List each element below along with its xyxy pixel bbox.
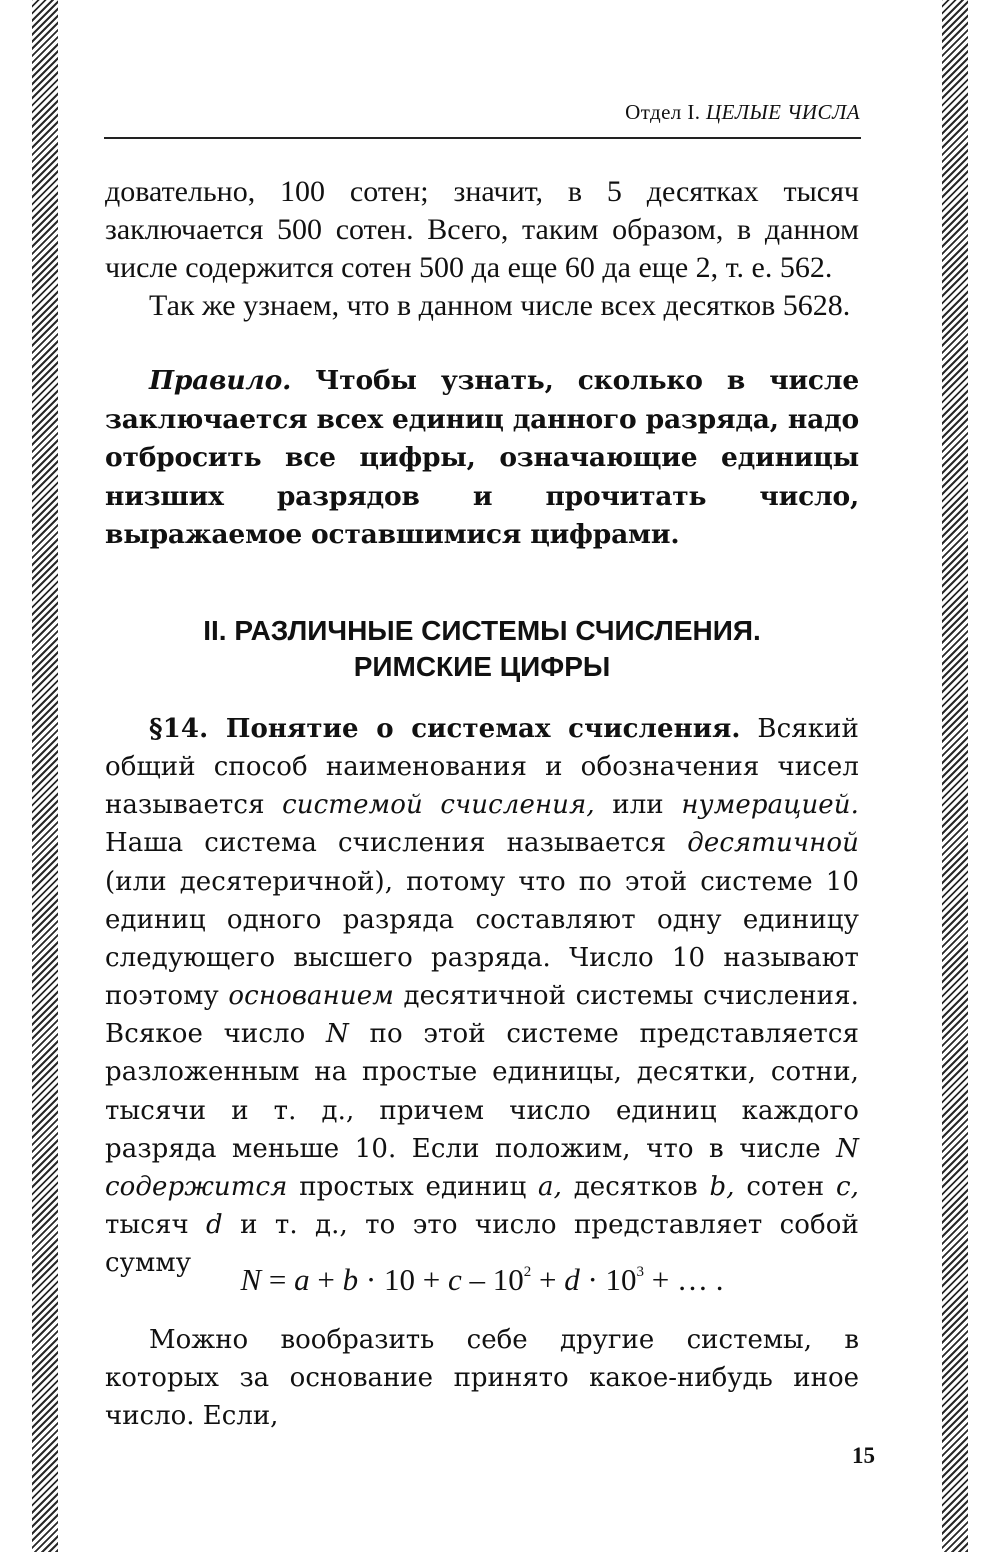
formula-ellipsis: + … .: [644, 1262, 724, 1297]
term-n-contains: N содержится: [105, 1133, 859, 1202]
running-header: [625, 100, 860, 125]
decorative-border-left: [30, 0, 60, 1552]
term-decimal: десятичной: [687, 828, 859, 859]
final-paragraph: Можно вообразить себе другие системы, в которых за основание принято какое-нибудь иное число. Если,: [105, 1325, 859, 1432]
chapter-title-line1: II. РАЗЛИЧНЫЕ СИСТЕМЫ СЧИСЛЕНИЯ.: [203, 615, 761, 646]
decorative-border-right: [940, 0, 970, 1552]
formula-d: d: [564, 1262, 580, 1297]
section-text-3: Наша система счисления называется: [105, 828, 667, 859]
section-text-11: и т. д., то это число представляет собой сумму: [105, 1210, 859, 1279]
section-text-8: десятков: [573, 1171, 698, 1202]
variable-a: a,: [538, 1171, 562, 1202]
formula-times-ten: · 10 +: [358, 1262, 448, 1297]
section-text-4: (или десятеричной), потому что по этой системе 10 единиц одного разряда составляют одну единицу следующего высшего разряда. Число 10 называют поэтому: [105, 866, 859, 1012]
formula-n: N: [240, 1262, 262, 1297]
chapter-title-line2: РИМСКИЕ ЦИФРЫ: [353, 651, 611, 682]
header-section-title: ЦЕЛЫЕ ЧИСЛА: [706, 100, 860, 124]
section-text-1: Всякий общий способ наименования и обозначения чисел называется: [105, 714, 859, 821]
rule-body: Чтобы узнать, сколько в числе заключается всех единиц данного разряда, надо отбросить все цифры, означающие единицы низших разрядов и прочитать число, выражаемое оставшимися цифрами.: [105, 365, 859, 550]
term-numeration: нумерацией.: [681, 790, 859, 821]
formula-plus: +: [531, 1262, 565, 1297]
rule-paragraph: [105, 362, 859, 555]
sum-formula: [105, 1262, 859, 1298]
formula-plus: +: [309, 1262, 343, 1297]
section-text-9: сотен: [746, 1171, 825, 1202]
header-rule: [104, 137, 861, 139]
formula-b: b: [342, 1262, 359, 1297]
section-text-2: или: [612, 790, 664, 821]
formula-equals: =: [261, 1262, 295, 1297]
chapter-title: [105, 613, 859, 685]
section-text-6: по этой системе представляется разложенным на простые единицы, десятки, сотни, тысячи и т. д., причем число единиц каждого разряда меньше 10. Если положим, что в числе: [105, 1019, 860, 1164]
section-text-7: простых единиц: [299, 1171, 527, 1202]
variable-n: N: [326, 1019, 349, 1050]
section-paragraph: [105, 710, 859, 1282]
variable-b: b,: [709, 1171, 735, 1202]
page-number: 15: [852, 1443, 875, 1468]
formula-ten-squared: – 10: [461, 1262, 524, 1297]
header-section-label: Отдел I.: [625, 100, 701, 124]
section-title: §14. Понятие о системах счисления.: [149, 714, 741, 744]
paragraph-tens: Так же узнаем, что в данном числе всех десятков 5628.: [149, 289, 851, 323]
term-system: системой счисления,: [282, 790, 595, 821]
section-text-5: десятичной системы счисления. Всякое число: [105, 981, 859, 1050]
formula-exponent-2: 2: [523, 1264, 532, 1280]
formula-c: c: [447, 1262, 462, 1297]
section-text-10: тысяч: [105, 1210, 189, 1241]
variable-c: c,: [835, 1171, 859, 1202]
formula-a: a: [294, 1262, 310, 1297]
paragraph-continuation: довательно, 100 сотен; значит, в 5 десятках тысяч заключается 500 сотен. Всего, таким образом, в данном числе содержится сотен 500 да еще 60 да еще 2, т. е. 562.: [105, 175, 859, 285]
term-base: основанием: [228, 981, 394, 1012]
continuation-text: [105, 173, 859, 325]
rule-lead: Правило.: [149, 365, 292, 396]
formula-ten-cubed: · 10: [579, 1262, 637, 1297]
formula-exponent-3: 3: [636, 1264, 645, 1280]
variable-d: d: [206, 1210, 223, 1241]
